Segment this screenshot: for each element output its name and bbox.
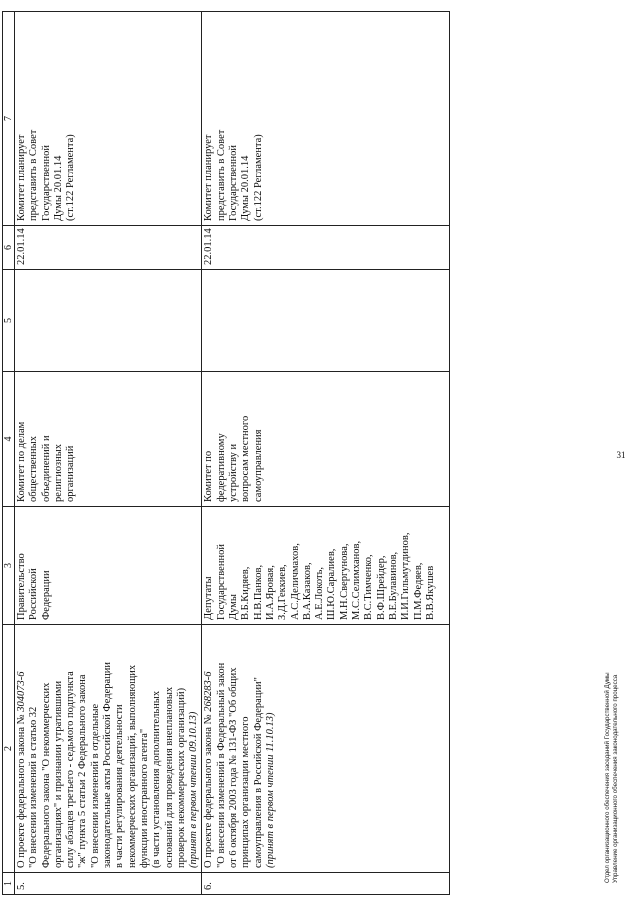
initiator-line: В.Б.Кидяев, <box>240 566 252 620</box>
committee-line: вопросам местного <box>240 415 252 502</box>
committee-line: Комитет по <box>203 450 215 502</box>
bills-table <box>2 11 450 895</box>
bill-line: некоммерческих организаций, выполняющих <box>126 664 138 868</box>
committee-line: объединений и <box>40 435 52 502</box>
note-line: Государственной <box>228 145 240 221</box>
footer-line: Отдел организационного обеспечения заседаний Государственной Думы <box>604 672 611 883</box>
initiator-line: Правительство <box>16 553 27 620</box>
header-cell: 7 <box>3 12 15 226</box>
initiator <box>15 507 202 625</box>
bill-status: (принят в первом чтении 09.10.13) <box>188 711 200 868</box>
note-line: Думы 20.01.14 <box>52 155 64 221</box>
bill-line: принципах организации местного <box>240 716 252 868</box>
date-cell: 22.01.14 <box>202 226 450 270</box>
committee <box>202 372 450 507</box>
row-number: 5. <box>15 873 202 895</box>
header-cell: 5 <box>3 270 15 372</box>
page-number: 31 <box>616 450 626 460</box>
bill-number: 268283-6 <box>203 671 215 712</box>
committee-line: федеративному <box>215 433 227 502</box>
initiator-line: В.А.Казаков, <box>301 562 313 620</box>
bill-line: Федерального закона "О некоммерческих <box>40 682 52 868</box>
note <box>15 12 202 226</box>
initiator-line: В.С.Тимченко, <box>363 554 375 620</box>
initiator-line: Ш.Ю.Саралиев, <box>326 548 338 620</box>
date-cell: 22.01.14 <box>15 226 202 270</box>
initiator-line: В.Е.Булавинов, <box>387 551 399 620</box>
initiator-line: П.М.Федяев, <box>412 562 424 620</box>
committee-line: религиозных <box>52 443 64 502</box>
initiator-line: Думы <box>228 594 240 620</box>
footer <box>604 672 619 883</box>
bill-line: организациях" и признании утратившими <box>52 680 64 868</box>
bill-description <box>15 625 202 873</box>
initiator-line: А.Е.Локоть, <box>314 566 326 620</box>
initiator-line: Н.В.Панков, <box>252 564 264 620</box>
header-cell: 3 <box>3 507 15 625</box>
committee-line: общественных <box>28 436 40 502</box>
note-line: Государственной <box>40 145 52 221</box>
initiator-line: И.А.Яровая, <box>264 565 276 620</box>
committee-line: устройству и <box>228 443 240 502</box>
bill-status: (принят в первом чтении 11.10.13) <box>264 712 276 868</box>
initiator-line: Федерации <box>40 570 52 620</box>
note-line: (ст.122 Регламента) <box>252 134 264 221</box>
header-cell: 2 <box>3 625 15 873</box>
bill-line: "О внесении изменений в статью 32 <box>28 706 40 868</box>
initiator-line: М.С.Селимханов, <box>351 540 363 620</box>
bill-number: 304073-6 <box>16 671 27 712</box>
bill-line: "О внесении изменений в отдельные <box>89 703 101 868</box>
header-row <box>3 12 15 895</box>
row-number: 6. <box>202 873 450 895</box>
initiator-line: А.С.Деличмахов, <box>289 543 301 620</box>
table-row <box>202 12 450 895</box>
note <box>202 12 450 226</box>
committee-line: самоуправления <box>252 429 264 502</box>
initiator-line: М.Н.Свергунова, <box>338 543 350 620</box>
initiator <box>202 507 450 625</box>
bill-line: "ж" пункта 5 статьи 2 Федерального закона <box>77 674 89 868</box>
bill-line: "О внесении изменений в Федеральный закон <box>215 662 227 868</box>
note-line: Думы 20.01.14 <box>240 155 252 221</box>
initiator-line: Государственной <box>215 544 227 620</box>
note-line: представить в Совет <box>28 129 40 221</box>
note-line: Комитет планирует <box>203 134 215 221</box>
column-5-cell <box>202 270 450 372</box>
table-row <box>15 12 202 895</box>
bill-line: законодательные акты Российской Федерации <box>102 661 114 868</box>
note-line: (ст.122 Регламента) <box>65 134 77 221</box>
note-line: Комитет планирует <box>16 134 27 221</box>
committee-line: Комитет по делам <box>16 421 27 502</box>
initiator-line: И.И.Гильмутдинов, <box>400 532 412 620</box>
initiator-line: Российской <box>28 568 40 620</box>
initiator-line: Депутаты <box>203 576 215 620</box>
committee-line: организаций <box>65 445 77 502</box>
header-cell: 6 <box>3 226 15 270</box>
bill-description <box>202 625 450 873</box>
bill-line: в части регулирования деятельности <box>114 704 126 868</box>
initiator-line: В.В.Якушев <box>424 565 436 620</box>
bill-line: силу абзацев третьего - седьмого подпункта <box>65 671 77 868</box>
initiator-line: В.Ф.Шрейдер, <box>375 555 387 620</box>
note-line: представить в Совет <box>215 129 227 221</box>
header-cell: 1 <box>3 873 15 895</box>
header-cell: 4 <box>3 372 15 507</box>
initiator-line: З.Д.Геккиев, <box>277 564 289 620</box>
bill-line: (в части установления дополнительных <box>151 690 163 868</box>
bill-line: проверок некоммерческих организаций) <box>175 687 187 868</box>
column-5-cell <box>15 270 202 372</box>
bill-title-prefix: О проекте федерального закона № <box>16 711 27 868</box>
bill-line: самоуправления в Российской Федерации" <box>252 677 264 868</box>
bill-line: функции иностранного агента" <box>138 728 150 868</box>
footer-line: Управление организационного обеспечения законодательного процесса <box>611 674 619 883</box>
committee <box>15 372 202 507</box>
bill-line: от 6 октября 2003 года № 131-ФЗ "Об общих <box>228 667 240 868</box>
bill-line: оснований для проведения внеплановых <box>163 686 175 868</box>
bill-title-prefix: О проекте федерального закона № <box>203 711 215 868</box>
